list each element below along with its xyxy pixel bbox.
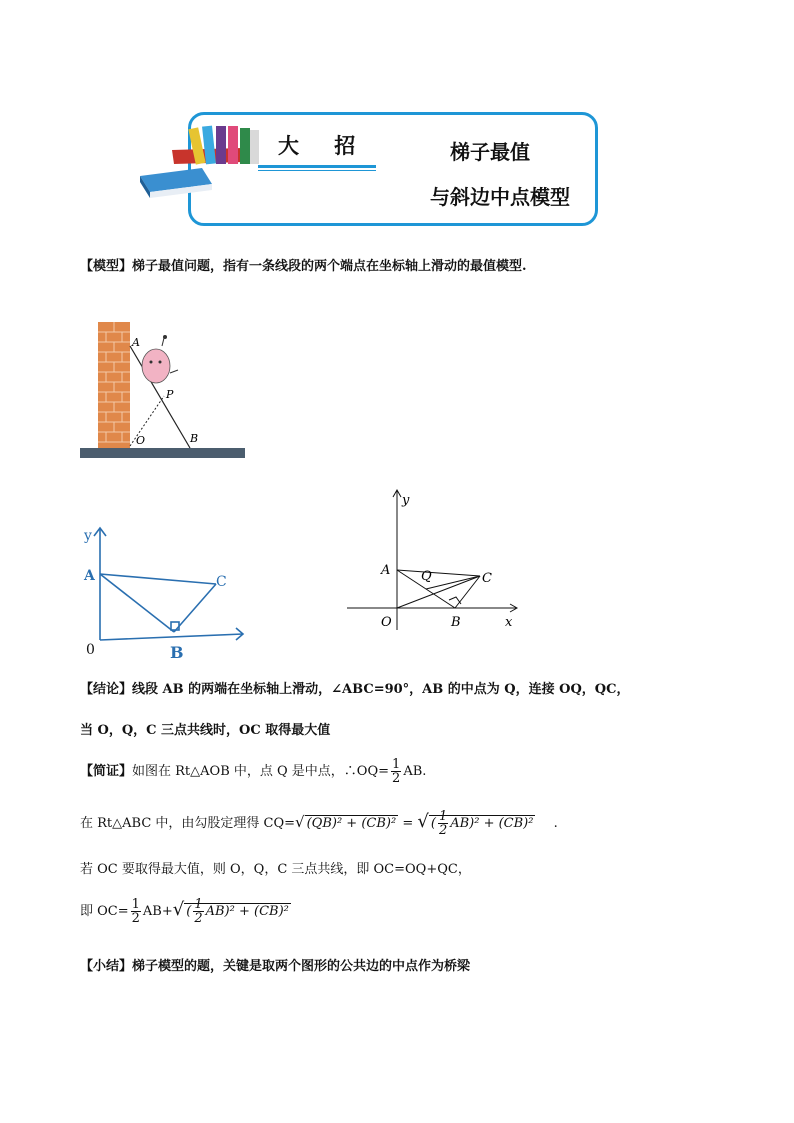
cartoon-character [142,349,170,383]
fraction-half: $\frac{1}{2}$ [392,757,401,786]
fig2-label-y: y [84,528,92,544]
fig3-label-q: Q [421,569,432,584]
fig3-label-b: B [451,615,461,630]
sqrt-expression-3: ( $\frac{1}{2}$ AB)² + (CB)² [186,897,289,926]
proof-line2: 在 Rt△ABC 中，由勾股定理得 CQ=√ (QB)² + (CB)² = √ ( $\frac{1}{2}$ AB)² + (CB)² . [80,809,558,838]
figure-coordinate [345,484,525,634]
summary-tag: 【小结】 [80,959,133,974]
header-badge: 大 招 [278,133,370,158]
fig3-label-a: A [381,563,391,578]
fig3-label-o: O [381,615,392,630]
fig1-label-a: A [132,336,140,349]
conclusion-line1: 【结论】线段 AB 的两端在坐标轴上滑动，∠ABC=90°，AB 的中点为 Q，连接 OQ，QC， [80,682,630,697]
header-title-line2: 与斜边中点模型 [430,185,570,209]
fig2-label-a: A [84,568,95,584]
model-tag: 【模型】 [80,259,133,274]
fig2-label-o: 0 [86,642,95,658]
fig3-label-c: C [482,571,492,586]
fig2-label-b: B [170,643,184,662]
model-text: 梯子最值问题，指有一条线段的两个端点在坐标轴上滑动的最值模型. [132,259,527,274]
conclusion-line2: 当 O，Q，C 三点共线时，OC 取得最大值 [80,723,331,738]
proof-tag: 【简证】 [80,764,133,779]
fig3-label-y: y [402,493,410,508]
figure-sketch [78,522,253,662]
conclusion-tag: 【结论】 [80,682,133,697]
header-underline [258,165,376,168]
sqrt-expression-2: ( $\frac{1}{2}$ AB)² + (CB)² [430,809,534,838]
header-underline-thin [258,170,376,171]
ground [80,448,245,458]
proof-line4: 即 OC= $\frac{1}{2}$ AB+√ ( $\frac{1}{2}$ AB)² + (CB)² [80,897,289,926]
fig3-label-x: x [505,615,513,630]
fig2-label-c: C [216,574,227,590]
fig1-label-p: P [166,388,174,401]
proof-line3: 若 OC 要取得最大值，则 O，Q，C 三点共线，即 OC=OQ+QC， [80,862,471,877]
model-paragraph [80,258,527,276]
summary-paragraph: 【小结】梯子模型的题，关键是取两个图形的公共边的中点作为桥梁 [80,959,471,974]
books-icon [132,118,272,200]
sqrt-expression-1: (QB)² + (CB)² [306,816,397,831]
proof-line1: 【简证】如图在 Rt△AOB 中，点 Q 是中点，∴OQ= $\frac{1}{2}$ AB. [80,757,427,786]
header-title-line1: 梯子最值 [450,140,530,164]
fig1-label-o: O [136,434,146,447]
figure-ladder [78,318,248,463]
fig1-label-b: B [190,432,199,445]
